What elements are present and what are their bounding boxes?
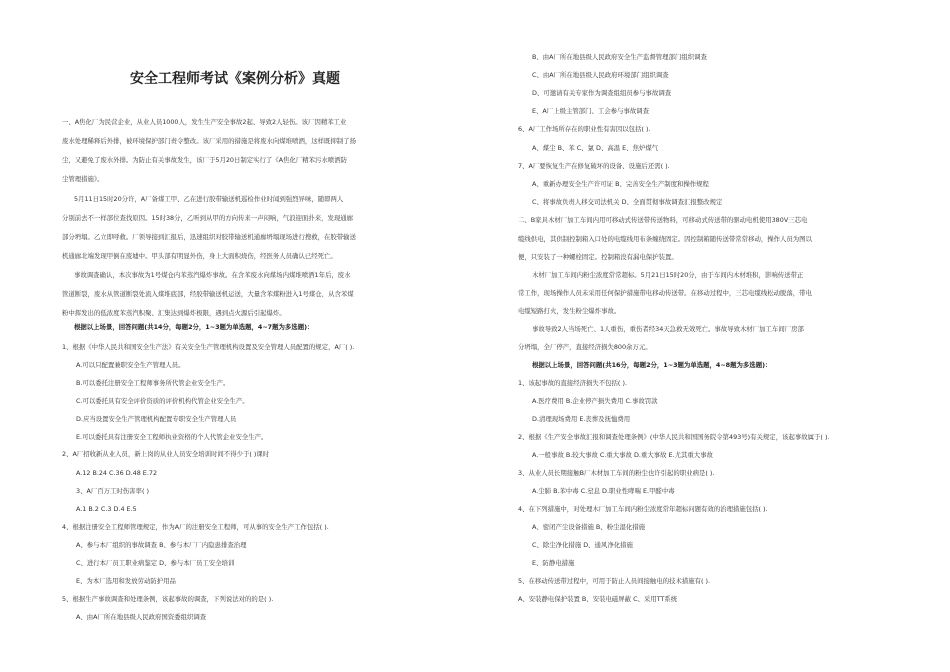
left-text-line: A、由A厂所在地县级人民政府国资委组织调查 — [76, 613, 207, 621]
left-text-line: A、参与本厂组织的事故调查 B、参与本厂厂内隐患排查治理 — [76, 541, 247, 549]
right-text-line: C、将事故负责人移交司法机关 D、全面贯彻事故调查汇报整改规定 — [532, 198, 723, 206]
right-text-line: 电缆短路打火，发生粉尘爆炸事故。 — [518, 307, 621, 315]
right-text-line: D、可邀请有关专家作为调查组组员参与事故调查 — [532, 89, 672, 97]
left-text-line: D.应当设置安全生产管理机构配置专职安全生产管理人员 — [76, 415, 237, 423]
left-text-line: 1、根据《中华人民共和国安全生产法》有关安全生产管理机构设置及安全管理人员配置的规定，A厂( ). — [62, 343, 355, 351]
right-text-line: 木材厂加工车间内粉尘浓度常常超标。5月21日15时20分，由于车间内木材堆积，影响传送带正 — [532, 271, 804, 279]
right-text-line: A.尘肺 B.苯中毒 C.窒息 D.职业性哮喘 E.甲醛中毒 — [532, 487, 675, 495]
left-text-line: E、为本厂选用和发放劳动防护用品 — [76, 577, 176, 585]
left-text-line: A.可以只配置兼职安全生产管理人员。 — [76, 361, 185, 369]
left-text-line: 2、A厂招收新从业人员，新上岗的从业人员安全培训时间不得少于( )课时 — [62, 450, 270, 458]
right-text-line: A、重新办理安全生产许可证 B、完善安全生产制度和操作规程 — [532, 180, 709, 188]
right-text-line: 便，只安装了一种螺栓固定。控制箱没有漏电保护装置。 — [518, 253, 678, 261]
right-text-line: 7、A厂要恢复生产在修复破坏的设备、设施后还需( ). — [518, 162, 670, 170]
left-text-line: 尘，又避免了废水外排。为防止有关事故发生，该厂于5月20日制定实行了《A焦化厂精苯污水喷洒防 — [62, 156, 347, 164]
right-text-line: A、密闭产尘设备措施 B、粉尘湿化措施 — [532, 523, 646, 531]
left-text-line: 分别前去不一样部位查找原因。15时38分，乙听到从甲的方向传来一声闷响，气浪迎面扑来，发现通廊 — [62, 214, 354, 222]
right-text-line: A、安装静电保护装置 B、安装电磁屏蔽 C、采用TT系统 — [518, 595, 678, 603]
left-text-line: 一、A焦化厂为民营企业，从业人员1000人，发生生产安全事故2起、导致2人轻伤。该厂因精苯工业 — [62, 118, 347, 126]
right-text-line: 6、A厂工作场所存在的职业性有害因以包括( ). — [518, 125, 651, 133]
left-text-line: A.1 B.2 C.3 D.4 E.5 — [76, 505, 137, 513]
left-text-line: 管道断裂，废水从管道断裂处流入煤堆底部，经胶带输送机运送，大量含苯煤粉进入1号煤仓，从含苯煤 — [62, 290, 354, 298]
right-text-line: 事故导致2人当场死亡、1人重伤，重伤者经34天急救无效死亡。事故导致木材厂加工车间厂房部 — [532, 325, 804, 333]
left-text-line: A.12 B.24 C.36 D.48 E.72 — [76, 469, 158, 477]
right-text-line: D.清理现场费用 E.丧葬及抚恤费用 — [532, 415, 631, 423]
right-text-line: 根据以上场景，回答问题(共16分，每题2分，1~3题为单选题，4~8题为多选题)： — [532, 361, 772, 369]
left-text-line: 尘管理措施》。 — [62, 175, 104, 183]
left-text-line: C、进行本厂员工职业病鉴定 D、参与本厂员工安全培训 — [76, 559, 235, 567]
left-text-line: B.可以委托注册安全工程师事务所代管企业安全生产。 — [76, 379, 230, 387]
right-text-line: E、防静电措施 — [532, 559, 575, 567]
right-text-line: A.一般事故 B.较大事故 C.重大事故 D.重大事故 E.尤其重大事故 — [532, 451, 713, 459]
right-text-line: C、除尘净化措施 D、通风净化措施 — [532, 541, 633, 549]
left-text-line: 4、根据注册安全工程师管理规定，作为A厂的注册安全工程师，可从事的安全生产工作包括( ). — [62, 523, 329, 531]
right-text-line: B、由A厂所在地县级人民政府安全生产监督管理部门组织调查 — [532, 53, 707, 61]
right-text-line: 二、B家具木材厂加工车间内用可移动式传送带传送物料，可移动式传送带的驱动电机使用380V三芯电 — [518, 216, 808, 224]
right-text-line: A.医疗费用 B.企业停产损失费用 C.事故罚款 — [532, 397, 658, 405]
left-text-line: 事故调查确认，本次事故为1号煤仓内苯蒸汽爆炸事故。在含苯废水向煤场内煤堆喷洒1年后，废水 — [74, 271, 351, 279]
left-text-line: 粉中挥发出的低浓度苯蒸汽积聚、汇集达到爆炸极限，遇到点火源后引起爆炸。 — [62, 309, 286, 317]
right-text-line: C、由A厂所在地县级人民政府环境部门组织调查 — [532, 71, 669, 79]
right-text-line: 4、在下列措施中，对处理木厂加工车间内粉尘浓度常年超标问题有效的治理措施包括( ). — [518, 505, 768, 513]
left-text-line: C.可以委托具有安全评价资质的评价机构代管企业安全生产。 — [76, 397, 249, 405]
right-text-line: 常工作，现场操作人员未采用任何保护措施带电移动传送带。在移动过程中，三芯电缆线松动脱落，带电 — [518, 289, 812, 297]
left-text-line: E.可以委托具有注册安全工程师执业资格的个人代管企业安全生产。 — [76, 433, 268, 441]
left-text-line: 根据以上场景，回答问题(共14分，每题2分，1~3题为单选题，4~7题为多选题)： — [74, 323, 314, 331]
right-text-line: E、A厂上级主管部门、工会参与事故调查 — [532, 107, 650, 115]
left-text-line: 5月11日15时20分许，A厂备煤工甲、乙在进行胶带输送机巡检作业时闻到强烈异味，随即两人 — [74, 195, 344, 203]
right-text-line: 分坍塌，全厂停产，直接经济损失800余万元。 — [518, 343, 652, 351]
right-text-line: 缆线供电，其供制控制箱入口处的电缆线用布条缠绕固定。因控制箱随传送带常常移动，操作人员为图以 — [518, 235, 812, 243]
right-text-line: A、煤尘 B、苯 C、氯 D、高温 E、焦炉煤气 — [532, 144, 659, 152]
right-text-line: 1、该起事故的直接经济损失不包括( ). — [518, 379, 627, 387]
left-text-line: 废水处理稀释后外排，被环境保护部门责令整改。该厂采用的措施是将废水向煤堆喷洒，这样既抑制了扬 — [62, 137, 356, 145]
left-text-line: 5、根据生产事故调查和处理条例，该起事故的调查，下列说法对的的是( ). — [62, 595, 274, 603]
right-text-line: 5、在移动传送带过程中，可用于防止人员间接触电的技术措施有( ). — [518, 577, 711, 585]
left-text-line: 机通廊北端发现甲倒在废墟中。甲头部有明显外伤，身上大面积烧伤，经医务人员确认已经死亡。 — [62, 252, 337, 260]
left-text-line: 部分坍塌。乙立即呼救。厂领导接到汇报后，迅速组织对胶带输送机通廊坍塌现场进行搜救，在胶带输送 — [62, 233, 356, 241]
right-text-line: 3、从业人员长期接触B厂木材加工车间的粉尘也许引起的职业病是( ). — [518, 469, 715, 477]
right-text-line: 2、根据《生产安全事故汇报和调查处理条例》(中华人民共和国国务院令第493号)有关规定，该起事故属于( ). — [518, 433, 830, 441]
left-text-line: 3、A厂百万工时伤害率( ) — [76, 487, 149, 495]
document-title: 安全工程师考试《案例分析》真题 — [130, 71, 340, 87]
